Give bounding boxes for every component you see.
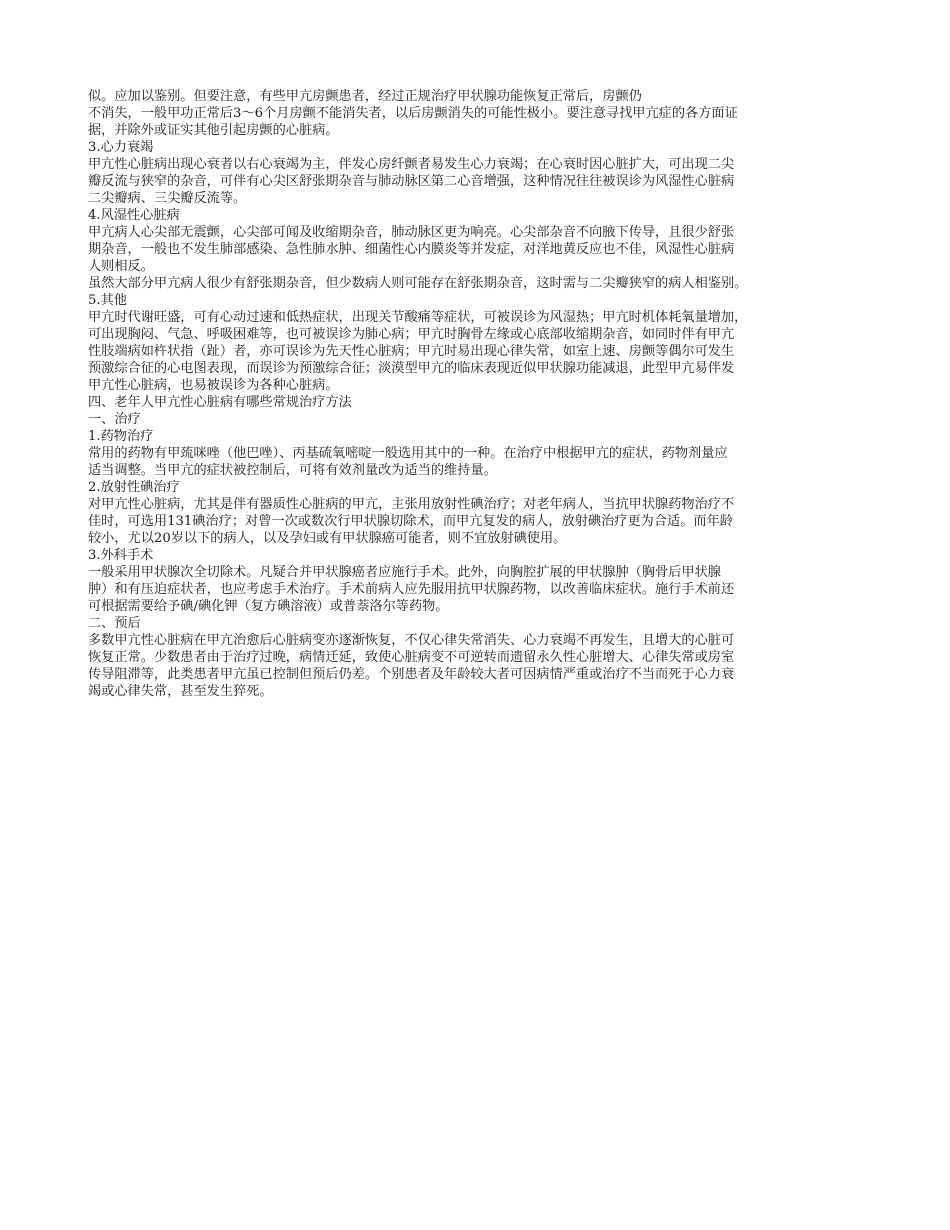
section-heading-radioiodine: 2.放射性碘治疗	[88, 480, 180, 495]
text-line: 对甲亢性心脏病，尤其是伴有器质性心脏病的甲亢，主张用放射性碘治疗；对老年病人，当抗甲状腺药物治疗不	[88, 497, 735, 512]
text-line: 期杂音，一般也不发生肺部感染、急性肺水肿、细菌性心内膜炎等并发症，对洋地黄反应也不佳，风湿性心脏病	[88, 242, 735, 257]
text-line: 常用的药物有甲巯咪唑（他巴唑）、丙基硫氧嘧啶一般选用其中的一种。在治疗中根据甲亢的症状，药物剂量应	[88, 446, 728, 461]
other-paragraph	[88, 309, 864, 394]
rheumatic-paragraph-2	[88, 275, 864, 292]
section-heading-surgery: 3.外科手术	[88, 548, 154, 563]
text-line: 肿）和有压迫症状者，也应考虑手术治疗。手术前病人应先服用抗甲状腺药物，以改善临床症状。施行手术前还	[88, 582, 735, 597]
text-line: 据，并除外或证实其他引起房颤的心脏病。	[88, 123, 339, 138]
subheading-prognosis: 二、预后	[88, 616, 141, 631]
radioiodine-paragraph	[88, 496, 864, 547]
text-line: 二尖瓣病、三尖瓣反流等。	[88, 191, 247, 206]
text-line: 瓣反流与狭窄的杂音，可伴有心尖区舒张期杂音与肺动脉区第二心音增强，这种情况往往被误诊为风湿性心脏病	[88, 174, 735, 189]
text-line: 虽然大部分甲亢病人很少有舒张期杂音，但少数病人则可能存在舒张期杂音，这时需与二尖瓣狭窄的病人相鉴别。	[88, 276, 748, 291]
text-line: 不消失，一般甲功正常后3～6个月房颤不能消失者，以后房颤消失的可能性极小。要注意寻找甲亢症的各方面证	[88, 106, 738, 121]
text-line: 甲亢性心脏病，也易被误诊为各种心脏病。	[88, 378, 339, 393]
text-line: 多数甲亢性心脏病在甲亢治愈后心脏病变亦逐渐恢复，不仅心律失常消失、心力衰竭不再发生，且增大的心脏可	[88, 633, 735, 648]
text-line: 传导阻滞等，此类患者甲亢虽已控制但预后仍差。个别患者及年龄较大者可因病情严重或治疗不当而死于心力衰	[88, 667, 735, 682]
text-line: 一般采用甲状腺次全切除术。凡疑合并甲状腺癌者应施行手术。此外，向胸腔扩展的甲状腺肿（胸骨后甲状腺	[88, 565, 721, 580]
text-line: 似。应加以鉴别。但要注意，有些甲亢房颤患者，经过正规治疗甲状腺功能恢复正常后，房颤仍	[88, 89, 642, 104]
section-heading-other: 5.其他	[88, 293, 127, 308]
text-line: 性肢端病如杵状指（趾）者，亦可误诊为先天性心脏病；甲亢时易出现心律失常，如室上速、房颤等偶尔可发生	[88, 344, 735, 359]
document-page	[88, 88, 864, 700]
text-line: 预激综合征的心电图表现，而误诊为预激综合征；淡漠型甲亢的临床表现近似甲状腺功能减退，此型甲亢易伴发	[88, 361, 735, 376]
text-line: 可根据需要给予碘/碘化钾（复方碘溶液）或普萘洛尔等药物。	[88, 599, 449, 614]
section-heading-rheumatic: 4.风湿性心脏病	[88, 208, 180, 223]
text-line: 甲亢病人心尖部无震颤，心尖部可闻及收缩期杂音，肺动脉区更为响亮。心尖部杂音不向腋下传导，且很少舒张	[88, 225, 735, 240]
text-line: 可出现胸闷、气急、呼吸困难等，也可被误诊为肺心病；甲亢时胸骨左缘或心底部收缩期杂音，如同时伴有甲亢	[88, 327, 735, 342]
drug-therapy-paragraph	[88, 445, 864, 479]
section-heading-heart-failure: 3.心力衰竭	[88, 140, 154, 155]
text-line: 人则相反。	[88, 259, 154, 274]
subheading-treatment: 一、治疗	[88, 412, 141, 427]
main-heading-treatment-methods: 四、老年人甲亢性心脏病有哪些常规治疗方法	[88, 395, 352, 410]
text-line: 甲亢时代谢旺盛，可有心动过速和低热症状，出现关节酸痛等症状，可被误诊为风湿热；甲亢时机体耗氧量增加，	[88, 310, 748, 325]
surgery-paragraph	[88, 564, 864, 615]
heart-failure-paragraph	[88, 156, 864, 207]
text-line: 竭或心律失常，甚至发生猝死。	[88, 684, 273, 699]
section-heading-drug-therapy: 1.药物治疗	[88, 429, 154, 444]
intro-paragraph	[88, 88, 864, 139]
rheumatic-paragraph	[88, 224, 864, 275]
text-line: 恢复正常。少数患者由于治疗过晚，病情迁延，致使心脏病变不可逆转而遗留永久性心脏增大、心律失常或房室	[88, 650, 735, 665]
prognosis-paragraph	[88, 632, 864, 700]
text-line: 甲亢性心脏病出现心衰者以右心衰竭为主，伴发心房纤颤者易发生心力衰竭；在心衰时因心脏扩大，可出现二尖	[88, 157, 735, 172]
text-line: 较小，尤以20岁以下的病人，以及孕妇或有甲状腺癌可能者，则不宜放射碘使用。	[88, 531, 567, 546]
text-line: 适当调整。当甲亢的症状被控制后，可将有效剂量改为适当的维持量。	[88, 463, 497, 478]
text-line: 佳时，可选用131碘治疗；对曾一次或数次行甲状腺切除术，而甲亢复发的病人，放射碘治疗更为合适。而年龄	[88, 514, 733, 529]
